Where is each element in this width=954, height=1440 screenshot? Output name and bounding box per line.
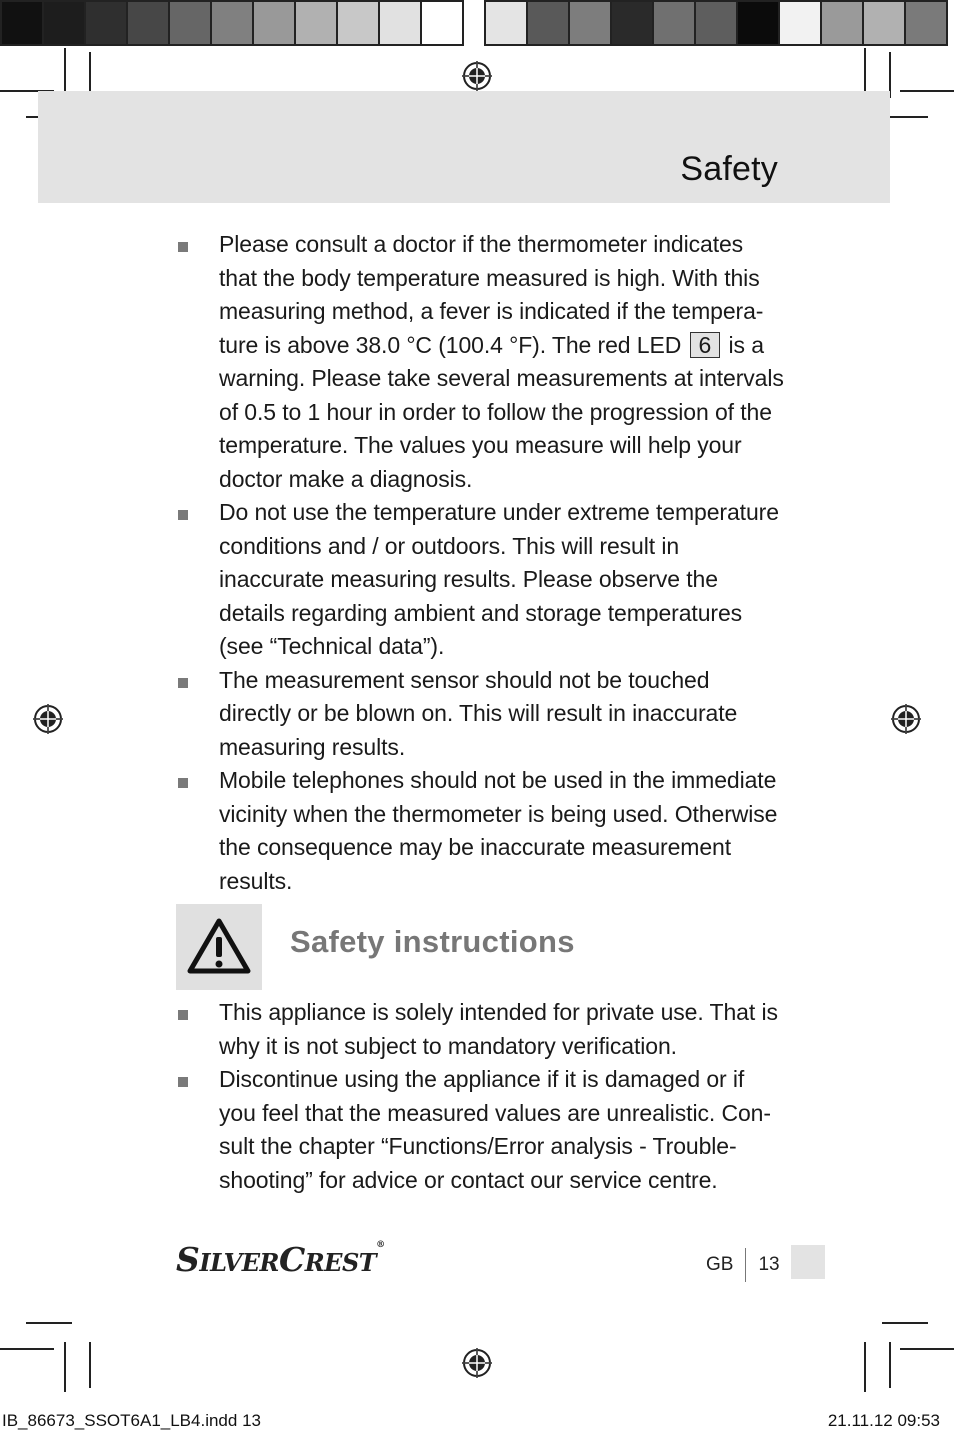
- crop-mark: [64, 1342, 66, 1392]
- color-swatch: [86, 0, 128, 46]
- safety-bullet-list: [176, 228, 786, 898]
- color-swatch: [738, 0, 780, 46]
- color-swatch: [0, 0, 44, 46]
- crop-mark: [889, 1342, 891, 1388]
- crop-mark: [26, 1322, 72, 1324]
- crop-mark: [89, 1342, 91, 1388]
- registration-mark-icon: [33, 704, 63, 734]
- color-swatch: [380, 0, 422, 46]
- color-swatch: [212, 0, 254, 46]
- color-swatch: [696, 0, 738, 46]
- color-calibration-bar-right: [484, 0, 948, 46]
- crop-mark: [900, 90, 954, 92]
- color-calibration-bar-left: [0, 0, 464, 46]
- section-title: Safety instructions: [290, 924, 575, 959]
- crop-mark: [0, 1348, 54, 1350]
- color-swatch: [422, 0, 464, 46]
- page-title: Safety: [680, 150, 778, 188]
- color-swatch: [528, 0, 570, 46]
- color-swatch: [484, 0, 528, 46]
- warning-triangle-icon: [176, 904, 262, 990]
- list-item-text: is a warning. Please take several measurements at intervals of 0.5 to 1 hour in order to follow the progression of the temperature. The values you measure will help your doctor make a diagnosis.: [219, 331, 784, 492]
- registration-mark-icon: [891, 704, 921, 734]
- color-swatch: [612, 0, 654, 46]
- list-item: Mobile telephones should not be used in the immediate vicinity when the thermometer is being used. Otherwise the consequence may be inaccurate measurement results.: [176, 764, 786, 898]
- color-swatch: [570, 0, 612, 46]
- registration-mark-icon: [462, 1348, 492, 1378]
- safety-instructions-section: [176, 904, 786, 990]
- color-swatch: [44, 0, 86, 46]
- reference-number-badge: 6: [690, 332, 721, 358]
- page-number: 13: [758, 1254, 780, 1275]
- page-tab: [791, 1245, 825, 1279]
- color-swatch: [128, 0, 170, 46]
- color-swatch: [864, 0, 906, 46]
- list-item: [176, 228, 786, 496]
- safety-instructions-content: [176, 996, 786, 1197]
- list-item: The measurement sensor should not be touched directly or be blown on. This will result in inaccurate measuring results.: [176, 664, 786, 765]
- color-swatch: [170, 0, 212, 46]
- safety-content: [176, 228, 786, 898]
- silvercrest-logo: SILVERCREST®: [176, 1240, 385, 1279]
- color-swatch: [296, 0, 338, 46]
- color-swatch: [906, 0, 948, 46]
- language-code: GB: [706, 1254, 734, 1275]
- crop-mark: [864, 1342, 866, 1392]
- crop-mark: [882, 1322, 928, 1324]
- color-swatch: [254, 0, 296, 46]
- crop-mark: [900, 1348, 954, 1350]
- color-swatch: [654, 0, 696, 46]
- registration-mark-icon: [462, 61, 492, 91]
- color-swatch: [338, 0, 380, 46]
- list-item: Discontinue using the appliance if it is damaged or if you feel that the measured values are unrealistic. Con-sult the chapter “Functions/Error analysis - Trouble-shooting” for advice or contact our service centre.: [176, 1063, 786, 1197]
- safety-instructions-list: [176, 996, 786, 1197]
- list-item: This appliance is solely intended for private use. That is why it is not subject to mandatory verification.: [176, 996, 786, 1063]
- print-slug-datetime: 21.11.12 09:53: [827, 1411, 940, 1430]
- warning-icon-box: [176, 904, 262, 990]
- print-slug-file: IB_86673_SSOT6A1_LB4.indd 13: [2, 1411, 261, 1430]
- color-swatch: [780, 0, 822, 46]
- list-item-text: Please consult a doctor if the thermometer indicates that the body temperature measured is high. With this measuring method, a fever is indicated if the tempera-ture is above 38.0 °C (100.4 °F). The red LED: [219, 231, 764, 358]
- list-item: Do not use the temperature under extreme temperature conditions and / or outdoors. This will result in inaccurate measuring results. Please observe the details regarding ambient and storage temperatures (see “Technical data”).: [176, 496, 786, 664]
- page-info-divider: [745, 1248, 746, 1282]
- color-swatch: [822, 0, 864, 46]
- page-info: [706, 1248, 780, 1282]
